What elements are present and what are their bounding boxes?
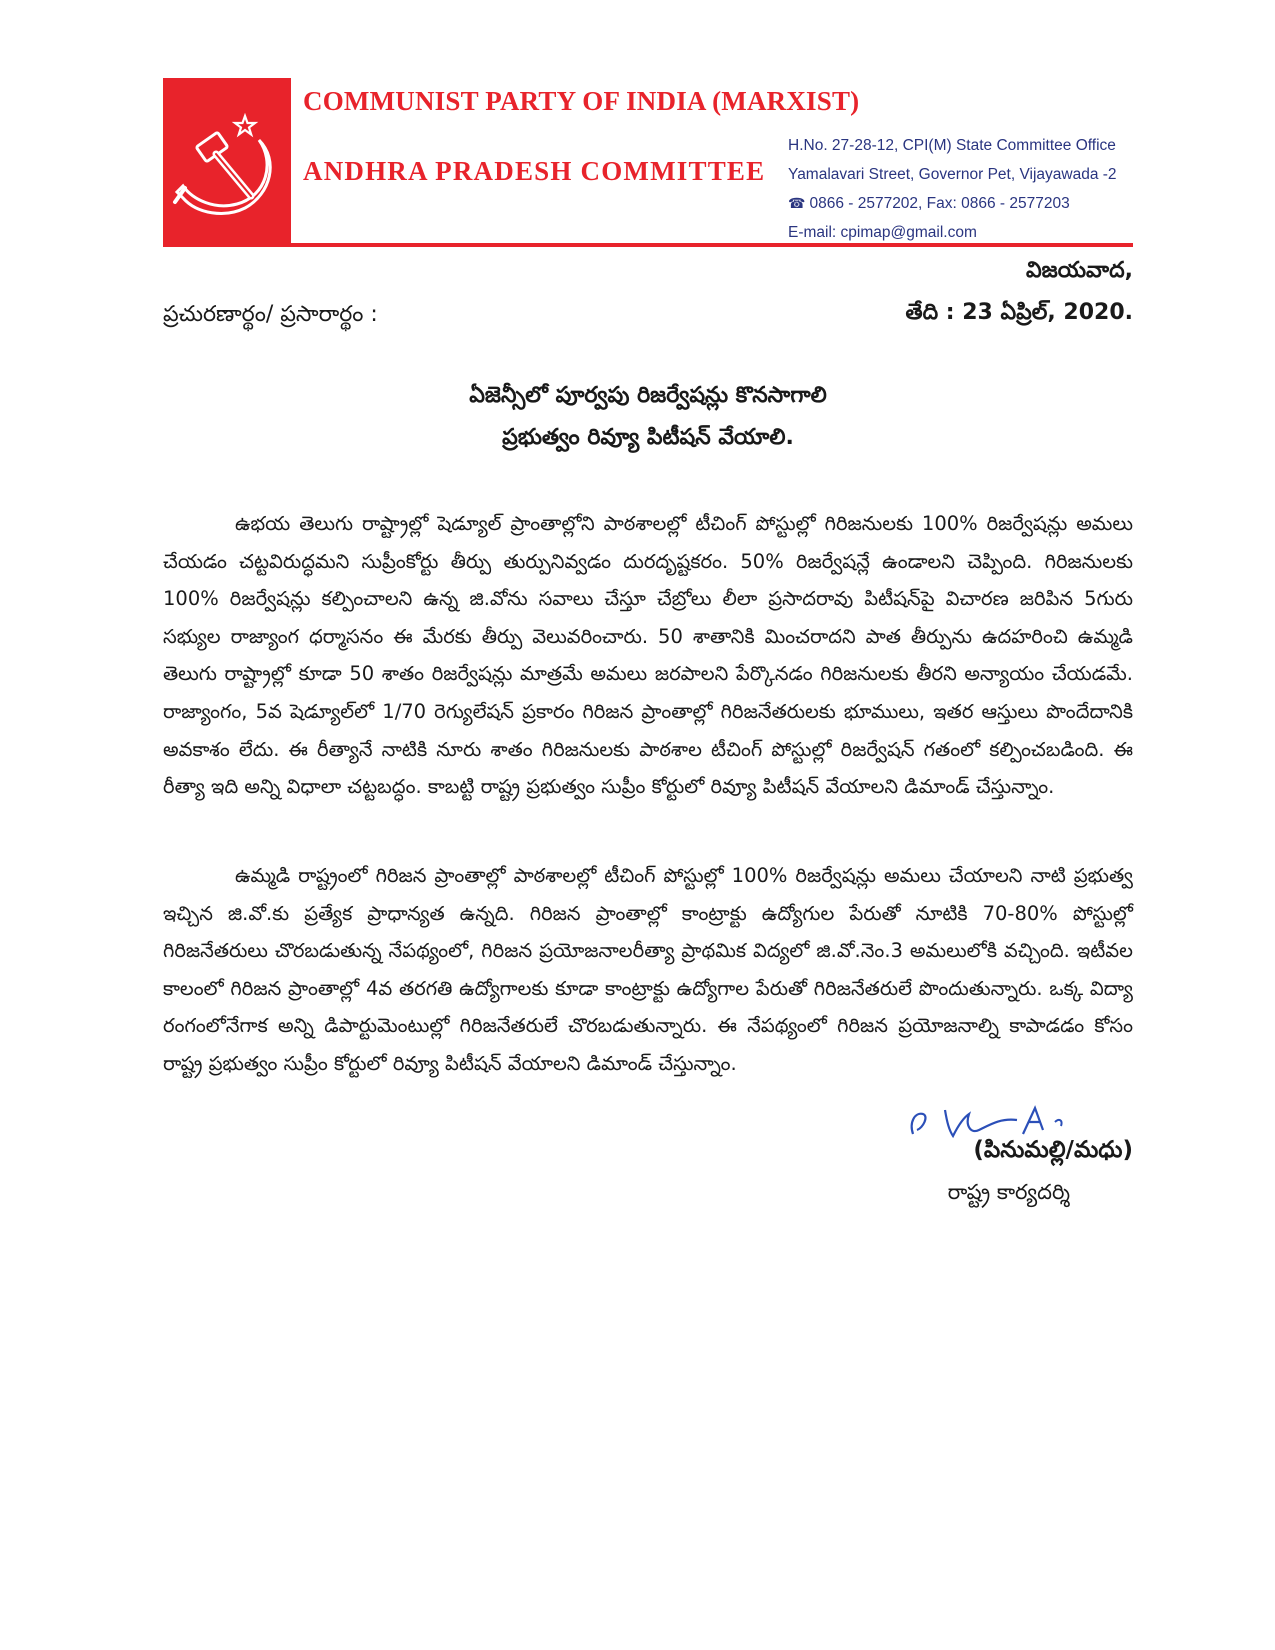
date: తేది : 23 ఏప్రిల్, 2020.: [905, 300, 1133, 325]
address-line-2: Yamalavari Street, Governor Pet, Vijayawada -2: [788, 166, 1117, 183]
party-logo: [163, 78, 291, 246]
signer-name: (పినుమల్లి/మధు): [973, 1137, 1133, 1163]
phone-line: [788, 189, 1117, 218]
header-divider: [163, 243, 1133, 247]
phone-text: 0866 - 2577202, Fax: 0866 - 2577203: [809, 195, 1070, 212]
body-paragraph-2: ఉమ్మడి రాష్ట్రంలో గిరిజన ప్రాంతాల్లో పాఠశాలల్లో టీచింగ్ పోస్టుల్లో 100% రిజర్వేషన్లు అమలు చేయాలని నాటి ప్రభుత్వ ఇచ్చిన జి.వో.కు ప్రత్యేక ప్రాధాన్యత ఉన్నది. గిరిజన ప్రాంతాల్లో కాంట్రాక్టు ఉద్యోగుల పేరుతో నూటికి 70-80% పోస్టుల్లో గిరిజనేతరులు చొరబడుతున్న నేపథ్యంలో, గిరిజన ప్రయోజనాలరీత్యా ప్రాథమిక విద్యలో జి.వో.నెం.3 అమలులోకి వచ్చింది. ఇటీవల కాలంలో గిరిజన ప్రాంతాల్లో 4వ తరగతి ఉద్యోగాలకు కూడా కాంట్రాక్టు ఉద్యోగాల పేరుతో గిరిజనేతరులే పొందుతున్నారు. ఒక్క విద్యా రంగంలోనేగాక అన్ని డిపార్టుమెంటుల్లో గిరిజనేతరులే చొరబడుతున్నారు. ఈ నేపథ్యంలో గిరిజన ప్రయోజనాల్ని కాపాడడం కోసం రాష్ట్ర ప్రభుత్వం సుప్రీం కోర్టులో రివ్యూ పిటీషన్ వేయాలని డిమాండ్ చేస్తున్నాం.: [163, 864, 1133, 1075]
contact-block: [788, 131, 1117, 247]
signer-role: రాష్ట్ర కార్యదర్శి: [947, 1180, 1070, 1204]
org-name: COMMUNIST PARTY OF INDIA (MARXIST): [303, 86, 860, 116]
address-line-1: H.No. 27-28-12, CPI(M) State Committee Office: [788, 137, 1116, 154]
hammer-sickle-star-icon: [163, 78, 291, 246]
committee-name: ANDHRA PRADESH COMMITTEE: [303, 156, 766, 186]
release-label: ప్రచురణార్థం/ ప్రసారార్థం :: [163, 302, 378, 327]
title-line-1: ఏజెన్సీలో పూర్వపు రిజర్వేషన్లు కొనసాగాలి: [469, 383, 827, 408]
body-paragraph-1: ఉభయ తెలుగు రాష్ట్రాల్లో షెడ్యూల్ ప్రాంతాల్లోని పాఠశాలల్లో టీచింగ్ పోస్టుల్లో గిరిజనులకు 100% రిజర్వేషన్లు అమలు చేయడం చట్టవిరుద్ధమని సుప్రీంకోర్టు తీర్పు తుర్పునివ్వడం దురదృష్టకరం. 50% రిజర్వేషన్లే ఉండాలని చెప్పింది. గిరిజనులకు 100% రిజర్వేషన్లు కల్పించాలని ఉన్న జి.వోను సవాలు చేస్తూ చేబ్రోలు లీలా ప్రసాదరావు పిటీషన్‌పై విచారణ జరిపిన 5గురు సభ్యుల రాజ్యాంగ ధర్మాసనం ఈ మేరకు తీర్పు వెలువరించారు. 50 శాతానికి మించరాదని పాత తీర్పును ఉదహరించి ఉమ్మడి తెలుగు రాష్ట్రాల్లో కూడా 50 శాతం రిజర్వేషన్లు మాత్రమే అమలు జరపాలని పేర్కొనడం గిరిజనులకు తీరని అన్యాయం చేయడమే. రాజ్యాంగం, 5వ షెడ్యూల్‌లో 1/70 రెగ్యులేషన్ ప్రకారం గిరిజన ప్రాంతాల్లో గిరిజనేతరులకు భూములు, ఇతర ఆస్తులు పొందేదానికి అవకాశం లేదు. ఈ రీత్యానే నాటికి నూరు శాతం గిరిజనులకు పాఠశాల టీచింగ్ పోస్టుల్లో రిజర్వేషన్ గతంలో కల్పించబడింది. ఈ రీత్యా ఇది అన్ని విధాలా చట్టబద్ధం. కాబట్టి రాష్ట్ర ప్రభుత్వం సుప్రీం కోర్టులో రివ్యూ పిటీషన్ వేయాలని డిమాండ్ చేస్తున్నాం.: [163, 512, 1133, 799]
place: విజయవాద,: [1026, 258, 1133, 283]
telephone-icon: ☎: [788, 195, 806, 211]
email-line: E-mail: cpimap@gmail.com: [788, 224, 977, 241]
title-line-2: ప్రభుత్వం రివ్యూ పిటీషన్ వేయాలి.: [502, 425, 794, 450]
